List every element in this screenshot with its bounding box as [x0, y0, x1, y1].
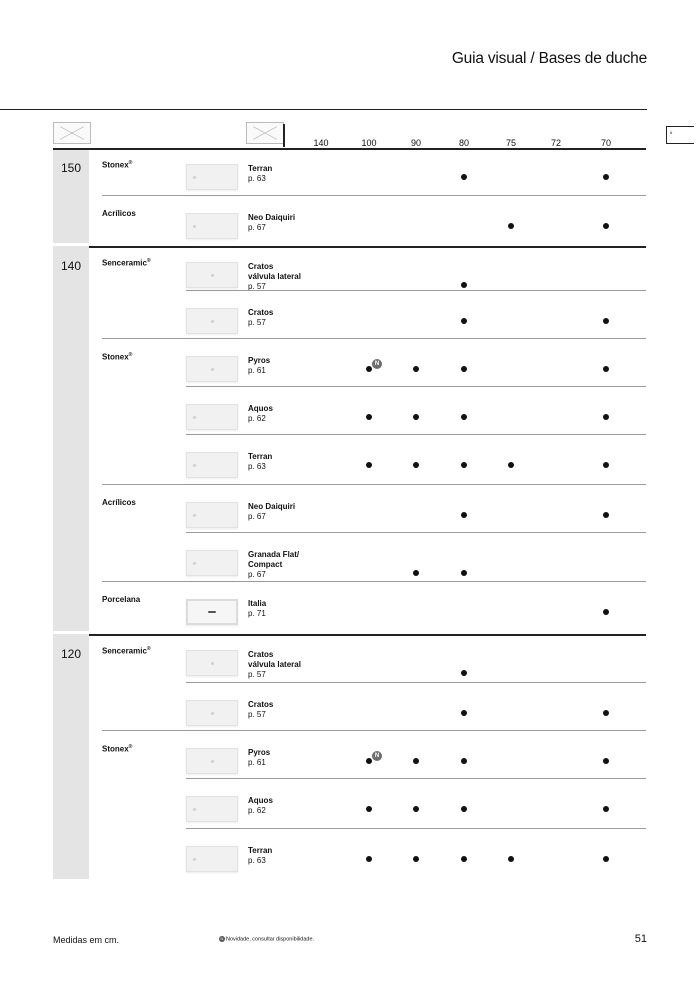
page-title: Guia visual / Bases de duche: [451, 50, 647, 67]
row-divider: [186, 434, 646, 435]
material-label: [102, 646, 151, 656]
availability-dot: [603, 174, 609, 180]
product-thumbnail[interactable]: [186, 356, 238, 382]
product-page-ref: p. 57: [248, 710, 266, 719]
product-info[interactable]: [248, 502, 295, 522]
registered-mark: ®: [146, 258, 151, 264]
material-label: [102, 595, 140, 604]
product-info[interactable]: [248, 748, 270, 768]
size-group-label: 120: [60, 647, 82, 661]
image-placeholder-icon: [246, 122, 284, 144]
drain-icon: [193, 416, 196, 419]
product-name: Neo Daiquiri: [248, 502, 296, 511]
product-info[interactable]: [248, 262, 301, 292]
row-divider: [186, 290, 646, 291]
product-page-ref: p. 57: [248, 670, 266, 679]
product-name: Granada Flat/: [248, 550, 300, 559]
product-thumbnail[interactable]: [186, 650, 238, 676]
side-tab[interactable]: º: [666, 126, 694, 144]
availability-dot: [603, 758, 609, 764]
drain-icon: [208, 611, 216, 613]
product-name: Aquos: [248, 796, 273, 805]
product-info[interactable]: [248, 650, 301, 680]
new-badge-icon: N: [372, 751, 382, 761]
units-note: Medidas em cm.: [53, 935, 120, 945]
product-page-ref: p. 57: [248, 282, 266, 291]
drain-icon: [211, 368, 214, 371]
material-name: Acrílicos: [102, 498, 136, 507]
product-name: Cratos: [248, 700, 274, 709]
drain-icon: [193, 514, 196, 517]
row-divider: [102, 581, 646, 582]
row-divider: [102, 484, 646, 485]
availability-dot: [413, 856, 419, 862]
availability-dot: [508, 462, 514, 468]
drain-icon: [211, 712, 214, 715]
availability-dot: [461, 282, 467, 288]
product-name: Compact: [248, 560, 283, 569]
product-thumbnail[interactable]: [186, 846, 238, 872]
availability-dot: [508, 856, 514, 862]
column-header-75: 75: [505, 138, 516, 148]
product-info[interactable]: [248, 796, 273, 816]
column-header-90: 90: [410, 138, 421, 148]
availability-dot: [461, 758, 467, 764]
product-name: Terran: [248, 846, 273, 855]
drain-icon: [193, 808, 196, 811]
registered-mark: ®: [128, 744, 133, 750]
material-label: [102, 498, 136, 507]
availability-dot: [461, 174, 467, 180]
material-label: [102, 258, 151, 268]
product-info[interactable]: [248, 452, 272, 472]
drain-icon: [211, 274, 214, 277]
drain-icon: [193, 858, 196, 861]
availability-dot: [603, 366, 609, 372]
new-note-text: Novidade, consultar disponibilidade.: [226, 936, 315, 943]
product-name: Cratos: [248, 650, 274, 659]
product-name: Pyros: [248, 356, 271, 365]
row-divider: [186, 778, 646, 779]
product-name: Terran: [248, 164, 273, 173]
product-page-ref: p. 61: [248, 758, 266, 767]
availability-dot: [461, 570, 467, 576]
availability-dot: [461, 366, 467, 372]
material-label: [102, 744, 132, 754]
material-label: [102, 352, 132, 362]
size-group-label: 140: [60, 259, 82, 273]
availability-dot: [603, 318, 609, 324]
availability-dot: [461, 856, 467, 862]
availability-dot: [461, 318, 467, 324]
group-divider: [53, 246, 646, 248]
availability-dot: [603, 462, 609, 468]
drain-icon: [211, 760, 214, 763]
product-page-ref: p. 61: [248, 366, 266, 375]
product-thumbnail[interactable]: [186, 550, 238, 576]
product-name: Aquos: [248, 404, 273, 413]
size-group-tab: [53, 634, 89, 879]
row-divider: [102, 338, 646, 339]
drain-icon: [193, 225, 196, 228]
availability-dot: [366, 806, 372, 812]
material-name: Senceramic: [102, 646, 147, 656]
product-name: Neo Daiquiri: [248, 213, 296, 222]
column-header-140: 140: [313, 138, 329, 148]
row-divider: [186, 386, 646, 387]
product-name: Pyros: [248, 748, 271, 757]
product-thumbnail[interactable]: [186, 452, 238, 478]
availability-dot: [603, 512, 609, 518]
availability-dot: [366, 758, 372, 764]
product-thumbnail[interactable]: [186, 700, 238, 726]
product-page-ref: p. 67: [248, 570, 266, 579]
material-name: Stonex: [102, 352, 129, 362]
product-name: Cratos: [248, 308, 274, 317]
availability-dot: [603, 856, 609, 862]
header-rule: [53, 148, 646, 150]
product-info[interactable]: [248, 356, 270, 376]
availability-dot: [603, 414, 609, 420]
row-divider: [186, 682, 646, 683]
product-info[interactable]: [248, 700, 273, 720]
row-divider: [102, 195, 646, 196]
availability-dot: [461, 414, 467, 420]
image-placeholder-icon: [53, 122, 91, 144]
product-thumbnail[interactable]: [186, 308, 238, 334]
size-group-tab: [53, 246, 89, 631]
page-number: 51: [634, 933, 647, 945]
availability-dot: [603, 223, 609, 229]
new-badge-icon: N: [372, 359, 382, 369]
availability-dot: [461, 462, 467, 468]
material-name: Porcelana: [102, 595, 141, 604]
registered-mark: ®: [146, 646, 151, 652]
drain-icon: [193, 176, 196, 179]
availability-dot: [366, 856, 372, 862]
new-badge-icon: N: [220, 936, 224, 941]
size-group-label: 150: [60, 161, 82, 175]
registered-mark: ®: [128, 352, 133, 358]
availability-dot: [413, 570, 419, 576]
availability-dot: [461, 670, 467, 676]
column-header-100: 100: [361, 138, 377, 148]
availability-dot: [603, 609, 609, 615]
material-name: Senceramic: [102, 258, 147, 268]
header-divider: [283, 124, 285, 147]
column-header-72: 72: [550, 138, 561, 148]
product-page-ref: p. 67: [248, 512, 266, 521]
product-name: Italia: [248, 599, 267, 608]
product-name: Terran: [248, 452, 273, 461]
material-label: [102, 160, 132, 170]
availability-dot: [413, 462, 419, 468]
availability-dot: [366, 366, 372, 372]
new-note: [219, 936, 314, 942]
drain-icon: [193, 562, 196, 565]
product-page-ref: p. 63: [248, 174, 266, 183]
row-divider: [186, 532, 646, 533]
product-page-ref: p. 63: [248, 856, 266, 865]
product-info[interactable]: [248, 213, 295, 233]
top-rule: [0, 109, 647, 110]
availability-dot: [461, 710, 467, 716]
drain-icon: [193, 464, 196, 467]
group-divider: [53, 634, 646, 636]
product-thumbnail[interactable]: [186, 502, 238, 528]
product-info[interactable]: [248, 846, 272, 866]
drain-icon: [211, 662, 214, 665]
availability-dot: [413, 806, 419, 812]
product-thumbnail[interactable]: [186, 796, 238, 822]
product-thumbnail[interactable]: [186, 599, 238, 625]
product-info[interactable]: [248, 308, 273, 328]
product-page-ref: p. 71: [248, 609, 266, 618]
column-header-70: 70: [600, 138, 611, 148]
availability-dot: [461, 512, 467, 518]
product-page-ref: p. 67: [248, 223, 266, 232]
availability-dot: [603, 710, 609, 716]
availability-dot: [603, 806, 609, 812]
availability-dot: [413, 758, 419, 764]
availability-dot: [366, 462, 372, 468]
product-name: válvula lateral: [248, 272, 301, 281]
material-name: Stonex: [102, 160, 129, 170]
product-thumbnail[interactable]: [186, 164, 238, 190]
product-thumbnail[interactable]: [186, 748, 238, 774]
product-page-ref: p. 62: [248, 806, 266, 815]
product-info[interactable]: [248, 550, 299, 580]
availability-dot: [413, 414, 419, 420]
product-name: válvula lateral: [248, 660, 301, 669]
product-page-ref: p. 57: [248, 318, 266, 327]
row-divider: [102, 730, 646, 731]
availability-dot: [413, 366, 419, 372]
row-divider: [186, 828, 646, 829]
product-info[interactable]: [248, 599, 266, 619]
product-name: Cratos: [248, 262, 274, 271]
product-thumbnail[interactable]: [186, 404, 238, 430]
availability-dot: [508, 223, 514, 229]
product-thumbnail[interactable]: [186, 213, 238, 239]
product-page-ref: p. 63: [248, 462, 266, 471]
product-thumbnail[interactable]: [186, 262, 238, 288]
product-info[interactable]: [248, 404, 273, 424]
availability-dot: [461, 806, 467, 812]
product-info[interactable]: [248, 164, 272, 184]
product-page-ref: p. 62: [248, 414, 266, 423]
availability-dot: [366, 414, 372, 420]
column-header-80: 80: [458, 138, 469, 148]
material-name: Stonex: [102, 744, 129, 754]
drain-icon: [211, 320, 214, 323]
material-name: Acrílicos: [102, 209, 136, 218]
material-label: [102, 209, 136, 218]
registered-mark: ®: [128, 160, 133, 166]
